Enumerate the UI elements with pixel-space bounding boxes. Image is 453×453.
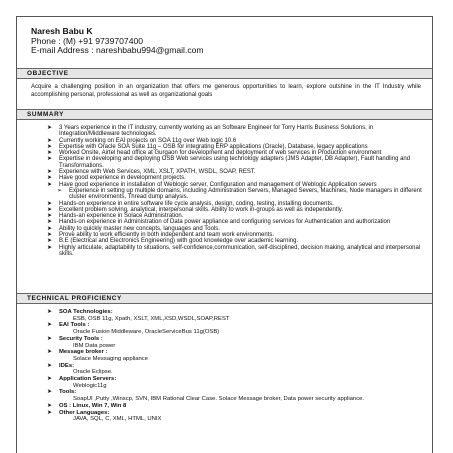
sub-bullet-icon: ➢ [57,187,63,194]
bullet-icon: ➤ [47,409,52,416]
skill-item: ➤ Other Languages: JAVA, SQL, C, XML, HTML, UNIX [47,409,162,423]
resume-page [16,16,433,453]
email-line: E-mail Address : nareshbabu994@gmail.com [31,45,204,56]
bullet-icon: ➤ [47,322,52,329]
bullet-icon: ➤ [47,175,53,182]
summary-item: ➤ 3 Years experience in the IT industry, currently working as an Software Engineer for Torry Harris Business Solutions, in Integration/Middleware technologies. [47,125,374,138]
skill-item: ➤ EAI Tools : Oracle Fusion Middleware, OracleServiceBus 11g(OSB) [47,322,220,336]
technical-heading: TECHNICAL PROFICIENCY [17,293,432,304]
summary-item: ➤ Prove ability to work efficiently in both independent and team work environments. [47,232,275,239]
summary-item: ➤ Have good experience in installation of Weblogic server, Configuration and management of Weblogic Application severs [47,181,377,188]
bullet-icon: ➤ [47,200,53,207]
summary-subitem: ➢ Experience in setting up multiple domains, including Administration Servers, Managed Severs, Machines, Node managers in different cluster environments, Thread dump analysis. [57,187,422,201]
summary-item: ➤ Worked Onsite, Airtel head office at Gurgaon for development and deployment of web services in Production environment [47,150,382,157]
skill-item: ➤ Application Servers: Weblogic11g [47,376,117,389]
bullet-icon: ➤ [47,389,52,396]
bullet-icon: ➤ [47,376,52,383]
bullet-icon: ➤ [47,143,53,150]
bullet-icon: ➤ [47,125,53,131]
skill-item: ➤ IDEs: Oracle Eclipse. [47,362,113,376]
bullet-icon: ➤ [47,238,53,245]
contact-header [31,27,204,56]
summary-item: ➤ Currently working on EAI projects on SOA 11g over Web logic 10.6 [47,137,237,144]
summary-item: ➤ Hands-on experience in Administration of Data power appliance and configuring services for Authentication and authorization [47,219,391,226]
candidate-name: Naresh Babu K [31,26,93,36]
skill-item: ➤ SOA Technologies: ESB, OSB 11g, Xpath, XSLT, XML,XSD,WSDL,SOAP,REST [47,309,230,322]
summary-item: ➤ Ability to quickly master new concepts, languages and Tools. [47,225,220,232]
summary-item: ➤ Excellent problem solving, analytical, interpersonal skills. Ability to work in-groups as well as independently. [47,206,344,213]
summary-item: ➤ Hands-on experience in entire software life cycle analysis, design, coding, testing, installing documents. [47,200,334,207]
summary-heading: SUMMARY [17,109,432,120]
bullet-icon: ➤ [47,181,53,188]
skill-item: ➤ Security Tools : IBM Data power [47,335,116,349]
bullet-icon: ➤ [47,169,53,176]
bullet-icon: ➤ [47,150,53,157]
bullet-icon: ➤ [47,402,52,409]
bullet-icon: ➤ [47,219,53,226]
summary-item: ➤ Have good experience in development projects. [47,175,186,182]
summary-item: ➤ Highly articulate, adaptability to situations, self-confidence,communication, self-disciplined, decision making, analytical and interpersonal skills. [47,244,421,257]
bullet-icon: ➤ [47,335,52,342]
summary-item: ➤ Experience with Web Services, XML, XSLT, XPATH, WSDL, SOAP, REST. [47,169,256,176]
skill-item: ➤ OS : Linux, Win 7, Win 8 [47,402,127,409]
objective-heading: OBJECTIVE [17,68,432,79]
bullet-icon: ➤ [47,309,52,315]
phone-line: Phone : (M) +91 9739707400 [31,35,144,46]
bullet-icon: ➤ [47,232,53,239]
bullet-icon: ➤ [47,137,53,144]
bullet-icon: ➤ [47,225,53,232]
summary-item: ➤ Expertise in developing and deploying OSB Web services using technology adapters (JMS Adapter, DB Adapter), Fault handling and Transformations. [47,156,411,169]
bullet-icon: ➤ [47,156,53,163]
summary-list [47,125,427,257]
skill-item: ➤ Message broker : Solace Messaging appliance [47,349,148,362]
bullet-icon: ➤ [47,244,53,251]
summary-item: ➤ Hands-an experience in Solace Administration. [47,213,184,220]
bullet-icon: ➤ [47,362,52,369]
bullet-icon: ➤ [47,213,53,220]
technical-list [47,309,427,423]
bullet-icon: ➤ [47,206,53,213]
skill-item: ➤ Tools: SoapUI ,Putty ,Winscp, SVN, IBM Rational Clear Case. Solace Message broker, Data power security appliance. [47,389,365,403]
summary-item: ➤ B.E (Electrical and Electronics Engineering) with good knowledge over academic learning. [47,238,299,245]
bullet-icon: ➤ [47,349,52,356]
summary-item: ➤ Expertise with Oracle SOA Suite 11g – OSB for integrating ERP applications (Oracle), Database, legacy applications [47,143,368,150]
objective-text: Acquire a challenging position in an organization that offers me generous opportunities to learn, explore outshine in the IT Industry while accomplishing personal, professional as well as organizational goals [31,84,421,98]
